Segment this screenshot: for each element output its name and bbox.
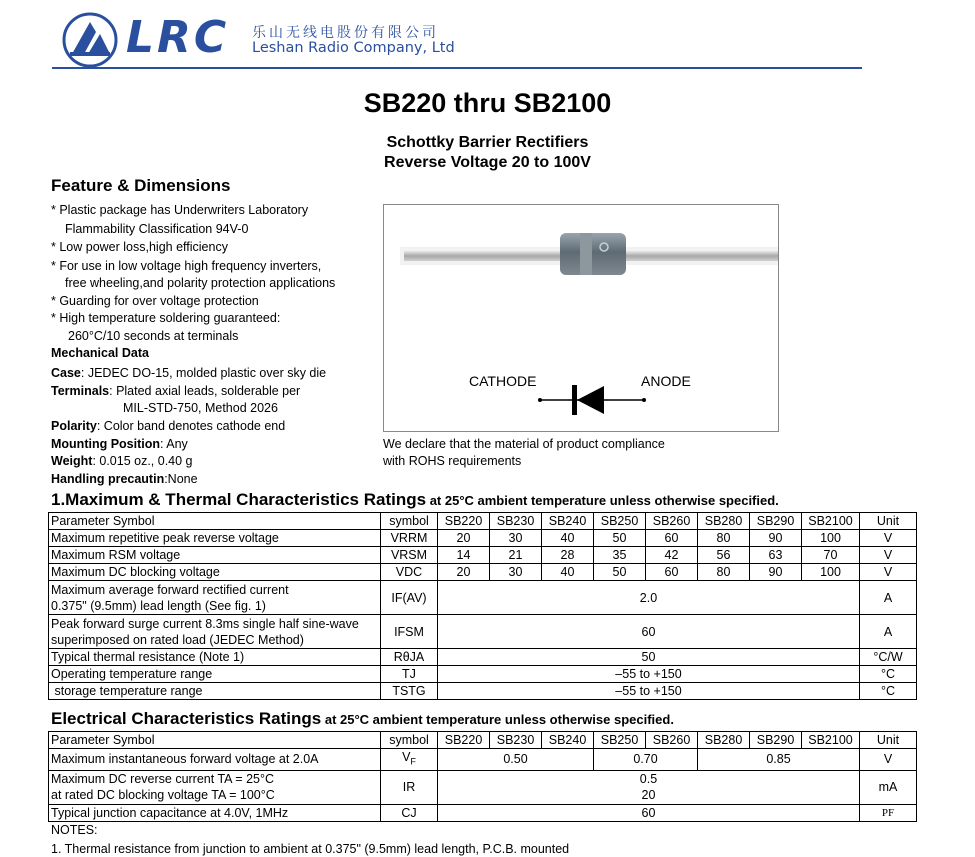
section2-heading: Electrical Characteristics Ratings at 25°C ambient temperature unless otherwise specified. (51, 709, 674, 728)
mech-terminals: Terminals: Plated axial leads, solderable per (51, 384, 301, 398)
table-header-row: Parameter Symbol symbol SB220 SB230 SB240 SB250 SB260 SB280 SB290 SB2100 Unit (49, 513, 917, 530)
mech-handling: Handling precautin:None (51, 472, 198, 486)
section2-condition: at 25°C ambient temperature unless otherwise specified. (321, 712, 674, 727)
company-name-chinese: 乐山无线电股份有限公司 (252, 25, 439, 41)
notes-heading: NOTES: (51, 823, 98, 837)
feature-item: Flammability Classification 94V-0 (65, 222, 249, 236)
rohs-statement: We declare that the material of product compliance (383, 437, 665, 451)
company-logo-icon (62, 12, 118, 68)
table-row: Maximum repetitive peak reverse voltage VRRM 20 30 40 50 60 80 90 100 V (49, 530, 917, 547)
mechanical-data-heading: Mechanical Data (51, 346, 149, 360)
anode-label: ANODE (641, 373, 691, 389)
section1-condition: at 25°C ambient temperature unless otherwise specified. (426, 493, 779, 508)
mech-weight: Weight: 0.015 oz., 0.40 g (51, 454, 193, 468)
feature-item: * Plastic package has Underwriters Laboratory (51, 203, 309, 217)
table-row: Typical thermal resistance (Note 1) RθJA 50 °C/W (49, 649, 917, 666)
product-diagram-box (383, 204, 779, 432)
table-row: Maximum RSM voltage VRSM 14 21 28 35 42 56 63 70 V (49, 547, 917, 564)
mech-mounting: Mounting Position: Any (51, 437, 188, 451)
table-row: Peak forward surge current 8.3ms single half sine-wave superimposed on rated load (JEDEC Method) IFSM 60 A (49, 615, 917, 649)
table-row: Maximum DC blocking voltage VDC 20 30 40 50 60 80 90 100 V (49, 564, 917, 581)
diode-symbol-icon (534, 381, 654, 421)
features-heading: Feature & Dimensions (51, 176, 231, 195)
table-header-row: Parameter Symbol symbol SB220 SB230 SB240 SB250 SB260 SB280 SB290 SB2100 Unit (49, 732, 917, 749)
header-divider (52, 67, 862, 69)
mech-terminals-standard: MIL-STD-750, Method 2026 (123, 401, 278, 415)
logo-wordmark: LRC (126, 12, 230, 63)
company-name-english: Leshan Radio Company, Ltd (252, 40, 455, 56)
table-row: Maximum DC reverse current TA = 25°C at rated DC blocking voltage TA = 100°C IR 0.5 20 mA (49, 770, 917, 804)
mech-polarity: Polarity: Color band denotes cathode end (51, 419, 286, 433)
feature-item: * Guarding for over voltage protection (51, 294, 259, 308)
max-ratings-table (48, 512, 917, 700)
table-row: storage temperature range TSTG –55 to +150 °C (49, 683, 917, 700)
section1-heading: 1.Maximum & Thermal Characteristics Ratings at 25°C ambient temperature unless otherwise specified. (51, 490, 779, 509)
table-row: Maximum instantaneous forward voltage at 2.0A $V_F$ 0.50 0.70 0.85 V (49, 749, 917, 771)
rohs-statement-line2: with ROHS requirements (383, 454, 522, 468)
document-subtitle: Schottky Barrier Rectifiers (386, 134, 589, 151)
feature-item: * High temperature soldering guaranteed: (51, 311, 281, 325)
table-row: Operating temperature range TJ –55 to +150 °C (49, 666, 917, 683)
note-item: 1. Thermal resistance from junction to ambient at 0.375" (9.5mm) lead length, P.C.B. mounted (51, 842, 570, 856)
document-title: SB220 thru SB2100 (363, 88, 612, 118)
document-voltage-range: Reverse Voltage 20 to 100V (384, 154, 591, 171)
table-row: Maximum average forward rectified current 0.375" (9.5mm) lead length (See fig. 1) IF(AV) 2.0 A (49, 581, 917, 615)
mech-case: Case: JEDEC DO-15, molded plastic over sky die (51, 366, 327, 380)
cathode-label: CATHODE (469, 373, 537, 389)
table-row: Typical junction capacitance at 4.0V, 1MHz CJ 60 PF (49, 804, 917, 821)
electrical-ratings-table (48, 731, 917, 822)
feature-item: * Low power loss,high efficiency (51, 240, 228, 254)
feature-item: 260°C/10 seconds at terminals (68, 329, 239, 343)
feature-item: free wheeling,and polarity protection applications (65, 276, 336, 290)
feature-item: * For use in low voltage high frequency inverters, (51, 259, 322, 273)
